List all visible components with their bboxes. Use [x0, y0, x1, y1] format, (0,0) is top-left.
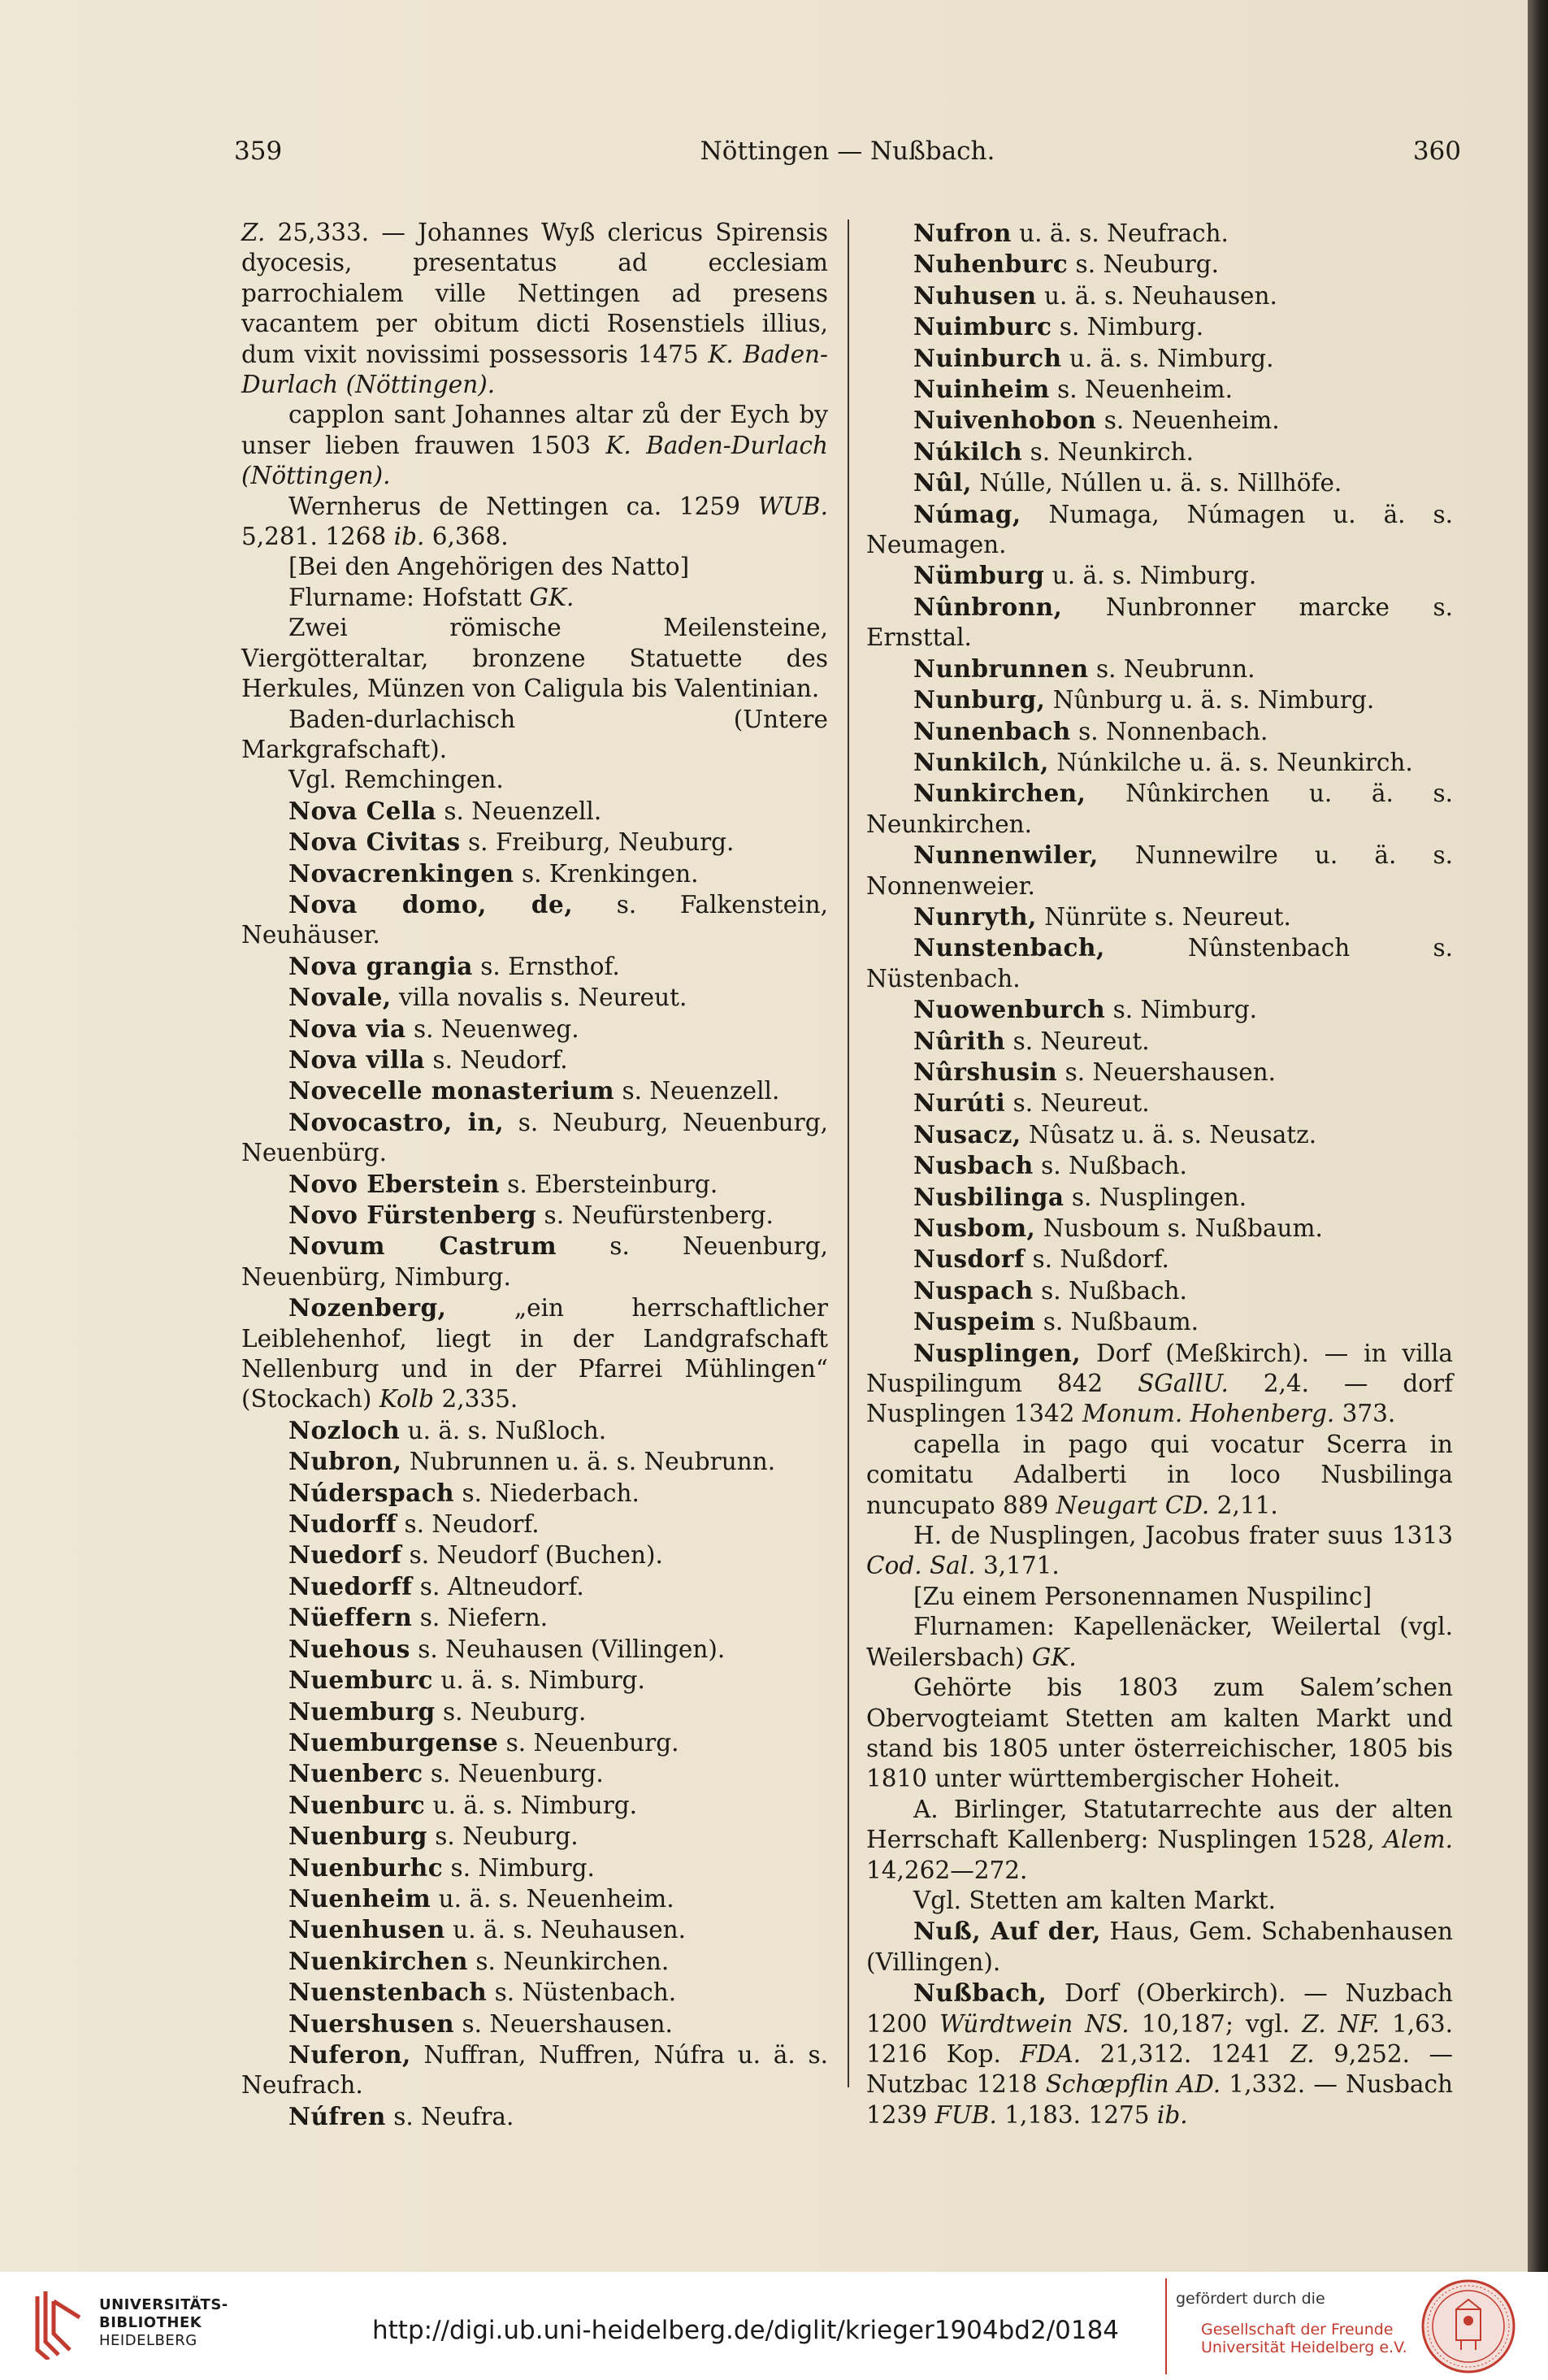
entry-headword: Nunburg,	[913, 685, 1046, 714]
entry-headword: Nuedorff	[288, 1571, 413, 1600]
entry-paragraph	[866, 1150, 1453, 1181]
entry-text: s. Nimburg.	[1105, 996, 1257, 1024]
entry-citation: Z.	[241, 219, 266, 246]
entry-paragraph	[866, 280, 1453, 311]
entry-headword: Nûrshusin	[913, 1057, 1058, 1086]
entry-paragraph	[241, 1665, 828, 1696]
entry-paragraph	[866, 311, 1453, 342]
entry-text: Nûnburg u. ä. s. Nimburg.	[1045, 686, 1375, 714]
entry-text: capplon sant Johannes altar zů der Eych by unser lieben frauwen 1503	[241, 401, 828, 459]
sponsor-label: gefördert durch die	[1176, 2290, 1325, 2308]
entry-headword: Nusdorf	[913, 1244, 1025, 1274]
entry-text: u. ä. s. Neuhausen.	[444, 1916, 687, 1944]
entry-text: s. Neuenweg.	[405, 1014, 579, 1043]
entry-paragraph	[241, 1790, 828, 1821]
entry-paragraph	[241, 796, 828, 827]
entry-paragraph	[866, 249, 1453, 280]
entry-text: Nuffran, Nuffren, Núfra u. ä. s. Neufrach.	[241, 2040, 828, 2100]
library-line-1: UNIVERSITÄTS-	[99, 2296, 228, 2313]
entry-text: s. Neufürstenberg.	[536, 1201, 774, 1229]
entry-headword: Nuowenburch	[913, 995, 1106, 1024]
entry-text: Nusboum s. Nußbaum.	[1035, 1214, 1323, 1242]
entry-paragraph	[241, 858, 828, 889]
entry-paragraph	[866, 1673, 1453, 1795]
entry-paragraph	[866, 592, 1453, 654]
entry-headword: Nunryth,	[913, 901, 1037, 931]
entry-headword: Nusbach	[913, 1151, 1034, 1180]
entry-headword: Nußbach,	[913, 1978, 1047, 2008]
entry-text: Flurname: Hofstatt	[288, 583, 530, 611]
entry-headword: Nusacz,	[913, 1119, 1021, 1149]
entry-paragraph	[866, 1026, 1453, 1057]
entry-headword: Nuspach	[913, 1275, 1034, 1305]
entry-text: Vgl. Remchingen.	[288, 766, 504, 794]
entry-paragraph	[241, 1045, 828, 1075]
entry-headword: Númag,	[913, 499, 1021, 528]
entry-text: s. Neuershausen.	[454, 2009, 673, 2038]
sponsor-divider	[1165, 2278, 1167, 2374]
entry-headword: Nuenburc	[288, 1790, 426, 1819]
footer-bar	[0, 2272, 1548, 2380]
permalink-url[interactable]: http://digi.ub.uni-heidelberg.de/diglit/krieger1904bd2/0184	[372, 2316, 1120, 2345]
entry-text: 9,252. — Nutzbac 1218	[866, 2039, 1453, 2099]
book-edge	[1528, 0, 1548, 2272]
entry-text: s. Neureut.	[1005, 1089, 1150, 1118]
entry-text: s. Neufra.	[385, 2102, 514, 2130]
entry-paragraph	[866, 684, 1453, 715]
entry-paragraph	[866, 654, 1453, 684]
entry-paragraph	[866, 560, 1453, 591]
entry-citation: FDA.	[1020, 2039, 1082, 2068]
sponsor-name	[1201, 2321, 1407, 2356]
entry-paragraph	[866, 343, 1453, 374]
entry-text: Vgl. Stetten am kalten Markt.	[913, 1886, 1276, 1914]
entry-text: s. Neuburg.	[435, 1697, 587, 1726]
entry-headword: Nuemburg	[288, 1696, 436, 1726]
entry-headword: Novacrenkingen	[288, 858, 514, 888]
entry-headword: Nuspeim	[913, 1307, 1036, 1336]
entry-paragraph	[866, 1978, 1453, 2130]
entry-text: Nubrunnen u. ä. s. Neubrunn.	[401, 1448, 776, 1476]
entry-paragraph	[866, 1182, 1453, 1213]
entry-citation: Neugart CD.	[1056, 1491, 1210, 1519]
entry-text: s. Ernsthof.	[472, 952, 620, 980]
entry-headword: Nüeffern	[288, 1603, 413, 1632]
entry-citation: K. Baden-Durlach (Nöttingen).	[241, 340, 828, 399]
entry-headword: Nuenberc	[288, 1759, 423, 1788]
entry-paragraph	[241, 1075, 828, 1106]
entry-citation: Kolb	[379, 1385, 435, 1414]
entry-paragraph	[866, 374, 1453, 405]
entry-paragraph	[866, 1430, 1453, 1521]
entry-text: u. ä. s. Nimburg.	[425, 1791, 638, 1819]
entry-citation: Z. NF.	[1302, 2009, 1380, 2038]
entry-paragraph	[241, 1169, 828, 1200]
entry-paragraph	[866, 1795, 1453, 1886]
entry-text: s. Neuenzell.	[614, 1077, 780, 1105]
entry-text: s. Neunkirchen.	[467, 1947, 670, 1975]
entry-headword: Novecelle monasterium	[288, 1076, 615, 1105]
entry-headword: Nova via	[288, 1014, 406, 1043]
entry-paragraph	[241, 1977, 828, 2008]
entry-text: s. Neuershausen.	[1057, 1058, 1277, 1086]
entry-headword: Nunbrunnen	[913, 654, 1089, 683]
entry-paragraph	[241, 2039, 828, 2101]
entry-headword: Nuinburch	[913, 343, 1062, 372]
entry-paragraph	[241, 492, 828, 553]
entry-text: s. Nußbach.	[1033, 1276, 1187, 1305]
entry-text: Nunbronner marcke s. Ernsttal.	[866, 593, 1453, 652]
entry-headword: Nuemburc	[288, 1666, 433, 1695]
entry-text: 1,63. 1216 Kop.	[866, 2009, 1453, 2068]
entry-headword: Nudorff	[288, 1509, 397, 1539]
entry-text: Núlle, Núllen u. ä. s. Nillhöfe.	[971, 469, 1342, 497]
right-column	[866, 218, 1453, 2130]
entry-text: u. ä. s. Neufrach.	[1011, 219, 1229, 247]
entry-citation: K. Baden-Durlach (Nöttingen).	[241, 431, 829, 490]
entry-text: s. Niederbach.	[454, 1479, 640, 1507]
entry-headword: Nûl,	[913, 468, 972, 497]
entry-paragraph	[241, 1914, 828, 1945]
entry-text: s. Krenkingen.	[514, 859, 699, 888]
entry-paragraph	[866, 716, 1453, 747]
entry-text: s. Neureut.	[1005, 1027, 1150, 1055]
entry-text: Flurnamen: Kapellenäcker, Weilertal (vgl. Weilersbach)	[866, 1613, 1453, 1671]
entry-paragraph	[866, 901, 1453, 932]
entry-text: s. Neudorf.	[397, 1510, 540, 1539]
entry-headword: Núderspach	[288, 1478, 455, 1507]
entry-text: s. Neuenheim.	[1096, 406, 1280, 435]
entry-paragraph	[866, 1886, 1453, 1916]
entry-headword: Nova domo, de,	[288, 889, 574, 919]
entry-text: 21,312. 1241	[1081, 2039, 1291, 2068]
entry-paragraph	[241, 2009, 828, 2039]
entry-paragraph	[241, 1415, 828, 1446]
entry-text: 6,368.	[424, 523, 509, 551]
entry-text: 10,187; vgl.	[1129, 2009, 1303, 2038]
entry-text: s. Nimburg.	[443, 1853, 595, 1882]
entry-paragraph	[241, 1602, 828, 1633]
sponsor-line-1: Gesellschaft der Freunde	[1201, 2321, 1394, 2339]
entry-text: u. ä. s. Neuenheim.	[431, 1884, 674, 1913]
entry-text: Zwei römische Meilensteine, Viergötteraltar, bronzene Statuette des Herkules, Münzen von Caligula bis Valentinian.	[241, 614, 828, 703]
entry-headword: Núfren	[288, 2101, 386, 2130]
entry-paragraph	[866, 436, 1453, 467]
entry-headword: Novo Fürstenberg	[288, 1201, 537, 1229]
entry-headword: Nova Cella	[288, 796, 436, 825]
column-divider	[848, 219, 849, 2087]
entry-text: s. Neuenzell.	[436, 797, 602, 825]
entry-headword: Nunenbach	[913, 716, 1071, 745]
entry-text: u. ä. s. Neuhausen.	[1036, 281, 1277, 310]
entry-headword: Nuenkirchen	[288, 1946, 468, 1975]
entry-text: s. Neuburg.	[427, 1822, 579, 1851]
entry-paragraph	[241, 1852, 828, 1883]
entry-paragraph	[241, 1231, 828, 1292]
entry-paragraph	[241, 1727, 828, 1758]
entry-headword: Nuenburg	[288, 1822, 427, 1851]
entry-citation: Würdtwein NS.	[939, 2009, 1130, 2038]
entry-paragraph	[241, 827, 828, 858]
entry-text: 373.	[1334, 1400, 1396, 1428]
entry-text: s. Neuenheim.	[1049, 376, 1233, 404]
entry-headword: Nunkirchen,	[913, 779, 1086, 808]
entry-paragraph	[241, 1200, 828, 1231]
entry-text: capella in pago qui vocatur Scerra in comitatu Adalberti in loco Nusbilinga nuncupato 889	[866, 1430, 1453, 1519]
entry-paragraph	[241, 552, 828, 582]
entry-paragraph	[241, 889, 828, 951]
entry-text: A. Birlinger, Statutarrechte aus der alten Herrschaft Kallenberg: Nusplingen 1528,	[866, 1795, 1453, 1854]
entry-headword: Nuinheim	[913, 375, 1050, 404]
entry-paragraph	[241, 1107, 828, 1169]
entry-text: villa novalis s. Neureut.	[391, 984, 687, 1012]
entry-paragraph	[241, 1571, 828, 1602]
page-number-left: 359	[234, 137, 283, 166]
entry-headword: Nozloch	[288, 1415, 401, 1444]
entry-headword: Novale,	[288, 983, 392, 1012]
entry-headword: Novum Castrum	[288, 1231, 557, 1261]
entry-citation: ib.	[393, 523, 425, 551]
entry-paragraph	[866, 1213, 1453, 1244]
entry-headword: Nuenstenbach	[288, 1978, 488, 2007]
entry-paragraph	[241, 1946, 828, 1977]
entry-text: „ein herrschaftlicher Leiblehenhof, liegt in der Landgrafschaft Nellenburg und in der Pfarrei Mühlingen“ (Stockach)	[241, 1294, 828, 1414]
entry-headword: Nuenhusen	[288, 1915, 445, 1944]
entry-headword: Nuß, Auf der,	[913, 1917, 1101, 1946]
entry-text: 14,262—272.	[866, 1856, 1028, 1884]
entry-text: s. Neuenburg, Neuenbürg, Nimburg.	[241, 1232, 829, 1291]
entry-paragraph	[866, 1244, 1453, 1275]
entry-paragraph	[241, 951, 828, 982]
entry-headword: Nuershusen	[288, 2009, 455, 2038]
entry-paragraph	[241, 1758, 828, 1789]
entry-text: s. Neudorf.	[425, 1045, 568, 1074]
entry-paragraph	[241, 1821, 828, 1852]
entry-citation: Schœpflin AD.	[1045, 2070, 1221, 2099]
entry-paragraph	[241, 982, 828, 1013]
entry-paragraph	[241, 1634, 828, 1665]
entry-text: 2,335.	[434, 1385, 518, 1414]
entry-text: s. Nußdorf.	[1025, 1245, 1169, 1274]
entry-paragraph	[241, 1696, 828, 1727]
entry-headword: Nuenburhc	[288, 1852, 444, 1882]
entry-text: s. Neuhausen (Villingen).	[410, 1635, 726, 1663]
entry-text: Numaga, Númagen u. ä. s. Neumagen.	[866, 500, 1453, 559]
entry-headword: Nümburg	[913, 561, 1045, 590]
running-title: Nöttingen — Nußbach.	[700, 137, 995, 166]
entry-paragraph	[241, 2101, 828, 2132]
entry-headword: Nuenheim	[288, 1883, 431, 1913]
entry-paragraph	[241, 1446, 828, 1477]
entry-citation: ib.	[1156, 2100, 1188, 2129]
entry-text: Dorf (Meßkirch). — in villa Nuspilingum 842	[866, 1339, 1453, 1398]
entry-paragraph	[866, 1338, 1453, 1430]
entry-text: s. Nusplingen.	[1064, 1183, 1247, 1211]
entry-text: 1,332. — Nusbach 1239	[866, 2070, 1453, 2129]
entry-citation: WUB.	[757, 492, 828, 520]
entry-citation: Z.	[1290, 2039, 1315, 2068]
entry-paragraph	[241, 1292, 828, 1415]
entry-headword: Nova Civitas	[288, 827, 461, 857]
entry-text: s. Nüstenbach.	[487, 1978, 677, 2007]
entry-text: H. de Nusplingen, Jacobus frater suus 1313	[913, 1522, 1453, 1550]
entry-text: s. Nimburg.	[1052, 313, 1204, 341]
library-name	[99, 2296, 228, 2350]
entry-text: Nûnkirchen u. ä. s. Neunkirchen.	[866, 780, 1453, 838]
entry-citation: Monum. Hohenberg.	[1082, 1400, 1335, 1428]
entry-headword: Nozenberg,	[288, 1293, 447, 1322]
entry-text: s. Neuburg, Neuenburg, Neuenbürg.	[241, 1108, 828, 1167]
library-line-3: HEIDELBERG	[99, 2332, 197, 2349]
entry-text: u. ä. s. Nimburg.	[1044, 562, 1257, 590]
entry-text: Núnkilche u. ä. s. Neunkirch.	[1048, 748, 1413, 776]
entry-paragraph	[866, 1612, 1453, 1673]
entry-headword: Nuhusen	[913, 280, 1037, 310]
entry-headword: Nuferon,	[288, 2039, 411, 2069]
entry-text: Nunnewilre u. ä. s. Nonnenweier.	[866, 841, 1453, 900]
running-header	[234, 137, 1461, 177]
entry-paragraph	[866, 1275, 1453, 1306]
left-column	[241, 218, 828, 2132]
entry-paragraph	[866, 1306, 1453, 1337]
entry-text: Nûnstenbach s. Nüstenbach.	[866, 934, 1453, 992]
entry-paragraph	[241, 218, 828, 400]
entry-paragraph	[241, 1478, 828, 1509]
entry-paragraph	[866, 405, 1453, 436]
entry-paragraph	[866, 467, 1453, 498]
entry-paragraph	[241, 1540, 828, 1570]
entry-text: s. Neubrunn.	[1088, 654, 1255, 683]
entry-paragraph	[866, 218, 1453, 249]
entry-paragraph	[866, 932, 1453, 994]
entry-headword: Nûrith	[913, 1026, 1006, 1055]
entry-text: s. Nußbach.	[1033, 1152, 1187, 1180]
entry-paragraph	[866, 994, 1453, 1025]
entry-headword: Nunkilch,	[913, 747, 1049, 776]
entry-paragraph	[241, 1509, 828, 1540]
library-line-2: BIBLIOTHEK	[99, 2314, 202, 2331]
entry-headword: Nurúti	[913, 1088, 1006, 1118]
sponsor-line-2: Universität Heidelberg e.V.	[1201, 2339, 1407, 2356]
entry-text: 2,11.	[1209, 1491, 1278, 1519]
entry-text: [Zu einem Personennamen Nuspilinc]	[913, 1582, 1372, 1610]
entry-text: Wernherus de Nettingen ca. 1259	[288, 492, 758, 520]
entry-citation: FUB.	[934, 2100, 997, 2129]
entry-text: u. ä. s. Nußloch.	[400, 1416, 607, 1444]
entry-text: s. Neuburg.	[1068, 250, 1219, 279]
entry-paragraph	[241, 765, 828, 795]
entry-citation: GK.	[529, 583, 575, 611]
entry-paragraph	[241, 705, 828, 766]
entry-headword: Nusplingen,	[913, 1338, 1082, 1367]
entry-headword: Nuhenburc	[913, 250, 1069, 279]
entry-paragraph	[866, 778, 1453, 840]
entry-text: s. Niefern.	[412, 1604, 549, 1632]
entry-headword: Nuivenhobon	[913, 406, 1097, 435]
entry-text: s. Ebersteinburg.	[499, 1170, 718, 1198]
entry-paragraph	[866, 1916, 1453, 1978]
entry-text: s. Neunkirch.	[1022, 437, 1195, 466]
entry-paragraph	[866, 840, 1453, 901]
entry-text: s. Falkenstein, Neuhäuser.	[241, 890, 828, 949]
entry-headword: Nuemburgense	[288, 1727, 499, 1757]
entry-headword: Novo Eberstein	[288, 1169, 500, 1198]
entry-citation: SGallU.	[1138, 1370, 1229, 1398]
entry-paragraph	[866, 499, 1453, 561]
entry-text: 5,281. 1268	[241, 523, 394, 551]
entry-text: s. Altneudorf.	[412, 1572, 584, 1600]
entry-headword: Nuehous	[288, 1634, 410, 1663]
entry-paragraph	[241, 613, 828, 704]
entry-text: Baden-durlachisch (Untere Markgrafschaft).	[241, 705, 828, 763]
entry-text: s. Neudorf (Buchen).	[401, 1541, 663, 1570]
ub-heidelberg-logo-icon	[31, 2290, 88, 2360]
entry-headword: Nubron,	[288, 1447, 402, 1476]
entry-text: 2,4. — dorf Nusplingen 1342	[866, 1370, 1453, 1428]
entry-text: s. Neuenburg.	[423, 1760, 604, 1788]
entry-paragraph	[866, 1521, 1453, 1582]
entry-text: s. Nonnenbach.	[1070, 717, 1268, 745]
entry-paragraph	[241, 400, 828, 491]
entry-paragraph	[866, 1057, 1453, 1088]
entry-paragraph	[866, 1582, 1453, 1612]
entry-paragraph	[241, 583, 828, 613]
entry-headword: Nufron	[913, 219, 1012, 247]
entry-headword: Nusbom,	[913, 1214, 1036, 1242]
university-seal-icon	[1420, 2278, 1516, 2374]
entry-text: u. ä. s. Nimburg.	[432, 1666, 645, 1695]
entry-paragraph	[866, 1088, 1453, 1118]
entry-text: s. Neuenburg.	[498, 1728, 679, 1757]
entry-text: s. Nußbaum.	[1035, 1308, 1199, 1336]
entry-text: Nünrüte s. Neureut.	[1036, 902, 1291, 931]
entry-citation: Alem.	[1383, 1826, 1453, 1854]
entry-text: s. Freiburg, Neuburg.	[460, 828, 735, 857]
entry-headword: Nuedorf	[288, 1540, 402, 1570]
entry-text: Nûsatz u. ä. s. Neusatz.	[1021, 1120, 1317, 1149]
entry-text: Haus, Gem. Schabenhausen (Villingen).	[866, 1917, 1453, 1976]
entry-text: Dorf (Oberkirch). — Nuzbach 1200	[866, 1979, 1453, 2038]
entry-headword: Nova grangia	[288, 951, 473, 980]
entry-citation: GK.	[1031, 1643, 1077, 1671]
entry-text: 1,183. 1275	[996, 2100, 1157, 2129]
page-number-right: 360	[1412, 137, 1461, 166]
entry-headword: Nunnenwiler,	[913, 840, 1099, 870]
entry-headword: Nûnbronn,	[913, 592, 1063, 621]
entry-headword: Nuimburc	[913, 312, 1052, 341]
entry-paragraph	[866, 1119, 1453, 1150]
entry-headword: Nunstenbach,	[913, 933, 1105, 962]
entry-text: 3,171.	[975, 1552, 1060, 1580]
entry-text: 25,333. — Johannes Wyß clericus Spirensis dyocesis, presentatus ad ecclesiam parrochialem ville Nettingen ad presens vacantem per obitum dicti Rosenstiels illius, dum vixit novissimi possessoris 1475	[241, 219, 828, 368]
entry-headword: Nusbilinga	[913, 1182, 1065, 1211]
entry-paragraph	[866, 747, 1453, 778]
entry-text: u. ä. s. Nimburg.	[1061, 344, 1274, 372]
entry-citation: Cod. Sal.	[866, 1552, 976, 1580]
entry-paragraph	[241, 1883, 828, 1914]
entry-text: Gehörte bis 1803 zum Salem’schen Obervogteiamt Stetten am kalten Markt und stand bis 1805 unter österreichischer, 1805 bis 1810 unter württembergischer Hoheit.	[866, 1674, 1453, 1793]
entry-paragraph	[241, 1014, 828, 1045]
entry-headword: Núkilch	[913, 436, 1023, 466]
entry-text: [Bei den Angehörigen des Natto]	[288, 553, 690, 581]
entry-headword: Nova villa	[288, 1045, 426, 1074]
entry-headword: Novocastro, in,	[288, 1107, 505, 1136]
